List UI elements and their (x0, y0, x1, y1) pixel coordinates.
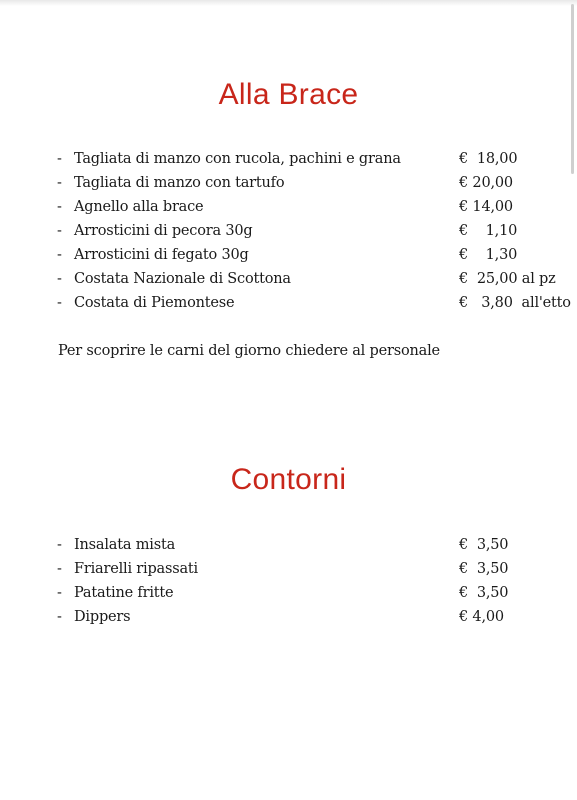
dish-price: € 1,10 (459, 223, 518, 239)
dish-price: € 25,00 al pz (459, 271, 556, 287)
dish-name: Friarelli ripassati (74, 561, 198, 577)
dish-price: € 3,50 (459, 561, 509, 577)
dish-name: Arrosticini di pecora 30g (74, 223, 253, 239)
dish-price: € 3,80 all'etto (459, 295, 571, 311)
menu-item (0, 148, 577, 172)
dish-name: Insalata mista (74, 537, 176, 553)
menu-item (0, 172, 577, 196)
daily-meat-note: Per scoprire le carni del giorno chiedere al personale (58, 343, 440, 359)
list-dash: - (57, 537, 62, 553)
dish-price: € 3,50 (459, 537, 509, 553)
list-dash: - (57, 585, 62, 601)
section-title-alla-brace: Alla Brace (218, 78, 359, 111)
dish-price: € 20,00 (459, 175, 513, 191)
list-dash: - (57, 247, 62, 263)
menu-list-alla-brace (0, 148, 577, 316)
dish-price: € 14,00 (459, 199, 513, 215)
dish-name: Arrosticini di fegato 30g (74, 247, 249, 263)
dish-name: Costata Nazionale di Scottona (74, 271, 291, 287)
dish-name: Tagliata di manzo con rucola, pachini e grana (74, 151, 401, 167)
menu-item (0, 558, 577, 582)
dish-name: Agnello alla brace (74, 199, 204, 215)
menu-item (0, 606, 577, 630)
menu-list-contorni (0, 534, 577, 630)
list-dash: - (57, 561, 62, 577)
menu-item (0, 582, 577, 606)
list-dash: - (57, 199, 62, 215)
dish-price: € 1,30 (459, 247, 518, 263)
menu-item (0, 220, 577, 244)
page-top-shadow (0, 0, 577, 6)
menu-item (0, 292, 577, 316)
list-dash: - (57, 271, 62, 287)
menu-item (0, 196, 577, 220)
dish-name: Dippers (74, 609, 131, 625)
menu-item (0, 534, 577, 558)
dish-price: € 18,00 (459, 151, 518, 167)
menu-item (0, 268, 577, 292)
section-title-contorni: Contorni (230, 463, 347, 496)
dish-name: Costata di Piemontese (74, 295, 235, 311)
list-dash: - (57, 223, 62, 239)
list-dash: - (57, 609, 62, 625)
list-dash: - (57, 151, 62, 167)
dish-name: Patatine fritte (74, 585, 174, 601)
dish-price: € 4,00 (459, 609, 504, 625)
list-dash: - (57, 175, 62, 191)
dish-name: Tagliata di manzo con tartufo (74, 175, 285, 191)
dish-price: € 3,50 (459, 585, 509, 601)
menu-item (0, 244, 577, 268)
list-dash: - (57, 295, 62, 311)
